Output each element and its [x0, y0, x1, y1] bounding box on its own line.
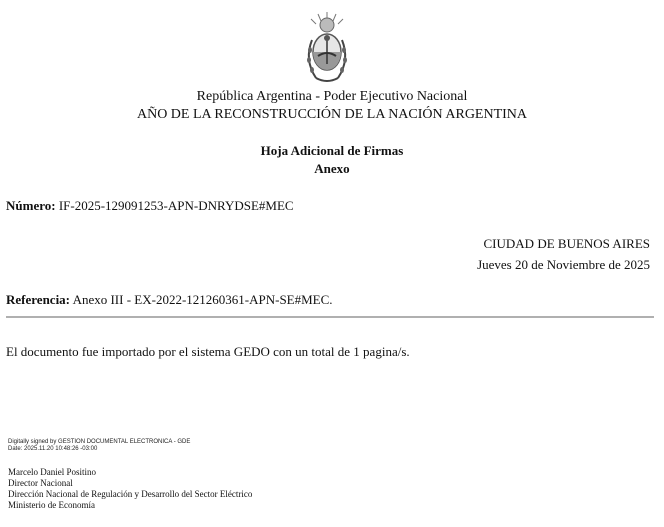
document-title: Hoja Adicional de Firmas — [260, 143, 404, 158]
referencia-value: Anexo III - EX-2022-121260361-APN-SE#MEC. — [72, 292, 333, 307]
signer-block — [8, 467, 252, 511]
digital-signed-date: Date: 2025.11.20 10:48:26 -03:00 — [8, 446, 98, 452]
document-number — [6, 198, 294, 214]
reference — [6, 292, 333, 308]
coat-of-arms-icon — [302, 10, 352, 88]
signer-role: Director Nacional — [8, 478, 73, 488]
signer-office: Dirección Nacional de Regulación y Desarrollo del Sector Eléctrico — [8, 489, 253, 499]
digital-signed-by: Digitally signed by GESTION DOCUMENTAL ELECTRONICA - GDE — [8, 439, 191, 445]
year-motto: AÑO DE LA RECONSTRUCCIÓN DE LA NACIÓN ARGENTINA — [136, 107, 528, 122]
document-subtitle: Anexo — [314, 161, 350, 176]
signer-name: Marcelo Daniel Positino — [8, 467, 96, 477]
date: Jueves 20 de Noviembre de 2025 — [477, 257, 650, 272]
numero-label: Número: — [6, 198, 56, 213]
signer-ministry: Ministerio de Economía — [8, 500, 95, 510]
government-header: República Argentina - Poder Ejecutivo Nacional — [196, 89, 468, 104]
body-text: El documento fue importado por el sistema GEDO con un total de 1 pagina/s. — [6, 344, 410, 359]
numero-value: IF-2025-129091253-APN-DNRYDSE#MEC — [58, 198, 294, 213]
city: CIUDAD DE BUENOS AIRES — [483, 236, 650, 251]
referencia-label: Referencia: — [6, 292, 71, 307]
digital-signature-stamp — [8, 439, 190, 453]
divider — [6, 316, 654, 318]
